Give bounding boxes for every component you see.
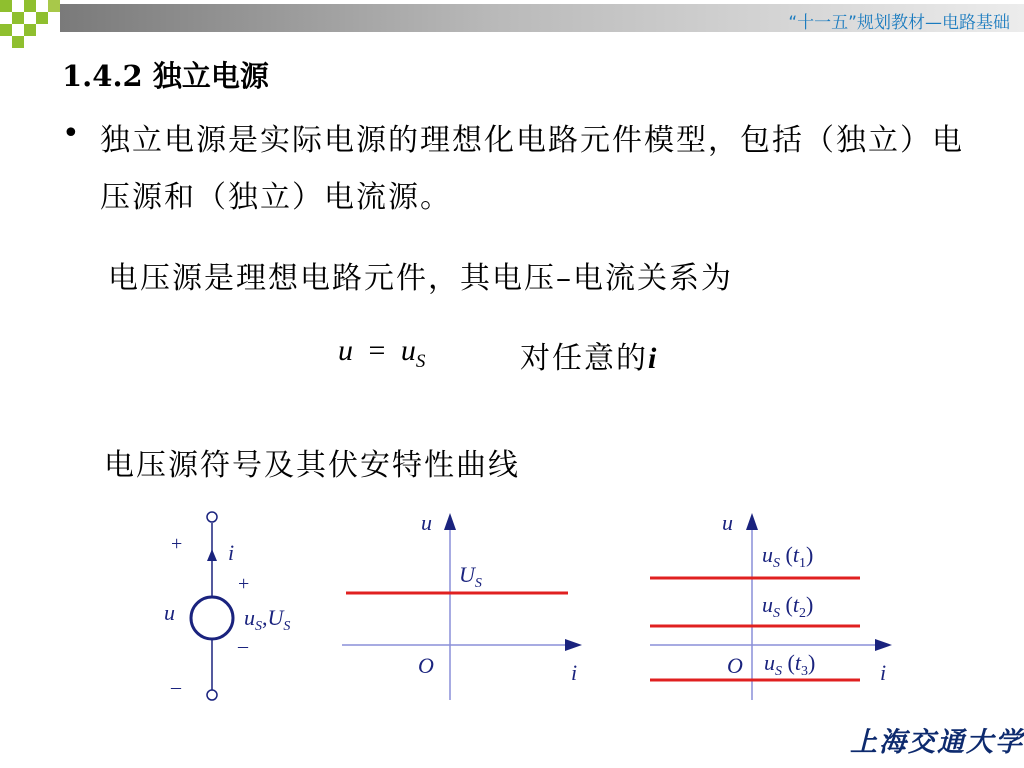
graph2-y-arrow	[746, 513, 758, 530]
source-minus: –	[238, 635, 248, 657]
voltage-source-symbol	[164, 512, 290, 700]
vi-graph-time-varying	[650, 510, 892, 700]
graph1-origin: O	[418, 653, 434, 678]
graph2-y-label: u	[722, 510, 733, 535]
source-label-u: $u_S,U_S$	[244, 605, 291, 634]
formula-eq: =	[368, 334, 386, 367]
vi-graph-constant	[342, 510, 582, 700]
graph2-line-1-label: $u_S$ $(t_1)$	[762, 542, 814, 571]
plus-top: +	[171, 533, 183, 555]
terminal-top	[207, 512, 217, 522]
description-text: 电压源是理想电路元件，其电压–电流关系为	[108, 261, 733, 296]
bullet-text: 独立电源是实际电源的理想化电路元件模型，包括（独立）电压源和（独立）电流源。	[100, 123, 964, 215]
graph1-y-label: u	[421, 510, 432, 535]
graph1-y-arrow	[444, 513, 456, 530]
symbol-caption: 电压源符号及其伏安特性曲线	[104, 448, 520, 483]
graph1-line-label: $U_S$	[459, 562, 482, 591]
header-title: “十一五”规划教材—电路基础	[788, 13, 1010, 33]
minus-bottom: –	[171, 676, 181, 698]
graph2-x-label: i	[880, 660, 887, 685]
source-circle	[191, 597, 233, 639]
terminal-bottom	[207, 690, 217, 700]
condition-var: i	[648, 342, 659, 375]
graph2-line-3-label: $u_S$ $(t_3)$	[764, 650, 816, 679]
formula-lhs: u	[338, 334, 353, 367]
graph2-x-arrow	[875, 639, 892, 651]
voltage-label: u	[164, 600, 175, 625]
graph1-x-label: i	[571, 660, 578, 685]
formula-rhs-sub: S	[415, 351, 426, 372]
current-label: i	[228, 540, 235, 565]
graph2-line-2-label: $u_S$ $(t_2)$	[762, 592, 814, 621]
graph1-x-arrow	[565, 639, 582, 651]
condition-text: 对任意的	[520, 341, 648, 376]
current-arrow	[207, 549, 217, 561]
bullet-mark: •	[62, 116, 80, 151]
section-title: 1.4.2 独立电源	[62, 59, 269, 93]
graph2-origin: O	[727, 653, 743, 678]
university-logo: 上海交通大学	[850, 727, 1024, 758]
source-plus: +	[238, 573, 250, 595]
formula-rhs: u	[400, 334, 416, 367]
